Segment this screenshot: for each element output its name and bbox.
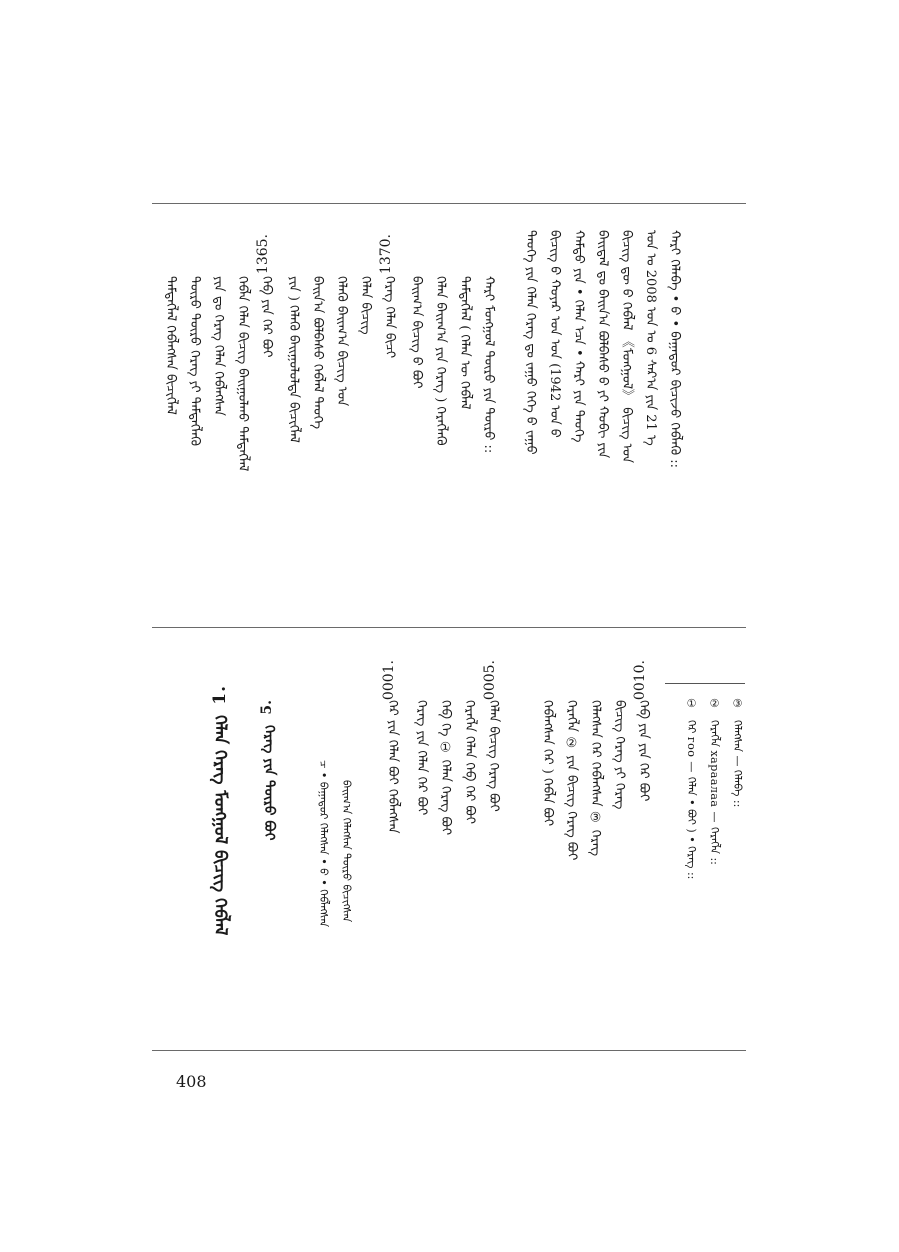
- subheading: ᠬᠡᠷᠡᠭ ᠶᠢᠨ ᠲᠦᠷᠦ ᠪᠤᠢ: [261, 725, 277, 841]
- mid-item-1-number: 1370.: [378, 234, 394, 275]
- mid-item-2-line-4: ᠲᠦᠷᠦ ᠲᠦᠷᠦ ᠬᠡᠷᠡᠭ ᠶᠢ ᠲᠡᠮᠳᠡᠭᠯᠡᠬᠦ: [187, 276, 202, 446]
- page-number: 408: [176, 1072, 207, 1091]
- mid-item-2-line-2: ᠬᠡᠪᠯᠡ ᠬᠡᠯᠡᠨ ᠪᠢᠴᠢᠭ ᠪᠠᠢᠭᠤᠯᠬᠤ ᠲᠡᠮᠳᠡᠭᠯᠡᠯ: [235, 276, 250, 472]
- bottom-item-0-line-1: ᠬᠡᠪ ᠶᠢᠨ ᠶᠢᠨ ᠬᠡᠷ ᠪᠤᠢ: [636, 700, 651, 802]
- bottom-rule: [152, 1050, 746, 1051]
- bottom-item-1-line-3: ᠬᠡᠪ ᠬᠡ ① ᠬᠡᠯᠡᠨ ᠬᠡᠷᠡᠭ ᠪᠤᠢ: [438, 700, 453, 836]
- author-line-2: ᠴ • ᠪᠠᠭᠠᠲᠤᠷ ᠬᠡᠯᠡᠭᠰᠡᠨ • ᠪ • ᠬᠡᠪᠯᠡᠭᠰᠡᠨ: [317, 760, 330, 928]
- note-line-4: ᠪᠠᠢᠳᠠᠯ ᠳᠤ ᠪᠠᠢᠨ᠎ᠠ ᠪᠣᠯᠪᠠᠰᠤ ᠪ ᠶᠢ ᠬᠤᠪᠢ ᠶᠢᠨ: [595, 230, 610, 459]
- bottom-item-1-line-1: ᠬᠡᠯᠡᠨ ᠪᠢᠴᠢᠭ ᠬᠡᠷᠡᠭ ᠪᠤᠢ: [486, 700, 501, 812]
- note-line-3: ᠪᠢᠴᠢᠭ ᠳᠦ ᠪ ᠬᠡᠪᠯᠡᠯ 《ᠮᠣᠩᠭᠣᠯ》 ᠪᠢᠴᠢᠭ ᠤᠨ: [619, 230, 634, 464]
- bottom-item-1-line-2: ᠬᠡᠷᠡᠭᠯᠡ ᠬᠡᠯᠡᠨ ᠬᠡᠪ ᠬᠡᠷ ᠪᠤᠢ: [462, 700, 477, 825]
- note-line-5: ᠬᠠᠮᠲᠤ ᠶᠢᠨ • ᠬᠡᠯᠡᠨ ᠡᠴᠡ • ᠬᠠᠷᠢ ᠶᠢᠨ ᠲᠡᠦᠬᠡ: [571, 230, 586, 443]
- footnote-mark-2: ②: [708, 697, 721, 711]
- subheading-number: 5.: [259, 700, 275, 715]
- bottom-item-0-line-4: ᠬᠡᠷᠡᠭᠯᠡ ② ᠶᠢᠨ ᠪᠢᠴᠢᠭ ᠬᠡᠷᠡᠭ ᠪᠤᠢ: [564, 700, 579, 861]
- bottom-item-0-line-5: ᠬᠡᠪᠯᠡᠭᠰᠡᠨ ᠬᠡᠷ ) ᠬᠡᠪᠯᠡ ᠪᠤᠢ: [540, 700, 555, 827]
- middle-rule: [152, 627, 746, 628]
- mid-item-1-line-3: ᠬᠡᠯᠡᠬᠦ ᠪᠠᠢᠭ᠎ᠠ ᠪᠢᠴᠢᠭ ᠤᠨ: [334, 276, 349, 407]
- note-line-7: ᠲᠡᠦᠬᠡ ᠶᠢᠨ ᠬᠡᠯᠡᠨ ᠬᠡᠷᠡᠭ ᠳᠤ ᠵᠠᠭᠤ ᠬᠡᠬᠡ ᠪ ᠵᠠᠭᠤ: [523, 230, 538, 455]
- mid-item-1-line-2: ᠬᠡᠯᠡᠨ ᠪᠢᠴᠢᠭ: [358, 276, 373, 335]
- footnote-3: ᠬᠡᠷ гоо — ᠬᠡᠯᠡᠨ • ᠪᠤᠢ ) • ᠬᠡᠷᠡᠭ ::: [685, 720, 698, 880]
- footnote-mark-3: ③: [731, 697, 744, 711]
- mid-item-2-number: 1365.: [255, 234, 271, 275]
- note-line-1: ᠬᠠᠷᠢ ᠬᠡᠯᠡᠪᠡ • ᠪ • ᠪᠠᠭᠠᠲᠤᠷ ᠪᠢᠴᠢᠵᠦ ᠬᠡᠪᠯᠡᠬᠦ ::: [667, 230, 682, 468]
- mid-item-2-line-3: ᠶᠢᠨ ᠳᠤ ᠬᠡᠷᠡᠭ ᠬᠡᠯᠡᠨ ᠬᠡᠪᠯᠡᠭᠰᠡᠨ: [211, 276, 226, 416]
- footnote-separator: [665, 683, 745, 684]
- author-line-1: ᠪᠠᠢᠭ᠎ᠠ ᠬᠡᠯᠡᠭᠰᠡᠨ ᠲᠦᠷᠦ ᠪᠢᠴᠢᠭᠰᠡᠨ: [340, 780, 353, 923]
- footnote-1: ᠬᠡᠯᠡᠭᠰᠡᠨ — ᠬᠡᠯᠡᠪᠡ ::: [731, 720, 744, 808]
- bottom-item-1-number: 0005.: [482, 660, 498, 701]
- bottom-item-2-number: 0001.: [381, 660, 397, 701]
- top-rule: [152, 203, 746, 204]
- mid-item-0-line-3: ᠬᠡᠯᠡᠨ ᠪᠠᠢᠭ᠎ᠠ ᠶᠢᠨ ᠬᠡᠷᠡᠭ ) ᠬᠡᠷᠡᠭᠯᠡᠬᠦ: [433, 276, 448, 446]
- bottom-item-0-line-2: ᠪᠢᠴᠢᠭ ᠬᠡᠷᠡᠭ ᠶᠢ ᠬᠡᠷᠡᠭ: [612, 700, 627, 810]
- note-line-6: ᠪᠢᠴᠢᠭ ᠪ ᠬᠣᠶᠠᠷ ᠤᠨ ᠣᠨ (1942 ᠣᠨ ᠪ: [547, 230, 562, 438]
- mid-item-0-line-2: ᠲᠡᠮᠳᠡᠭᠯᠡᠯ ( ᠬᠡᠯᠡᠨ ᠦ ᠬᠡᠪᠯᠡᠯ: [457, 276, 472, 410]
- mid-item-1-line-5: ᠶᠢᠨ ) ᠬᠡᠯᠡᠬᠦ ᠪᠠᠢᠭᠤᠯᠤᠯᠲᠠ ᠪᠢᠴᠢᠭᠯᠡᠯ: [286, 276, 301, 443]
- footnote-mark-1: ①: [685, 697, 698, 711]
- section-heading-number: 1.: [210, 685, 230, 705]
- mid-item-0-line-1: ᠬᠠᠷᠢ ᠮᠣᠩᠭᠣᠯ ᠲᠦᠷᠦ ᠶᠢᠨ ᠲᠦᠷᠦ ::: [481, 276, 496, 454]
- bottom-item-0-line-3: ᠬᠡᠯᠡᠭᠰᠡᠨ ᠬᠡᠷ ᠬᠡᠪᠯᠡᠭᠰᠡᠨ ③ ᠬᠡᠷᠡᠭ: [588, 700, 603, 857]
- mid-item-1-line-4: ᠪᠠᠢᠨ᠎ᠠ ᠪᠣᠯᠪᠠᠰᠤ ᠬᠡᠪᠯᠡᠯ ᠲᠡᠦᠬᠡ: [310, 276, 325, 430]
- mid-item-2-line-1: ᠬᠡᠪ ᠶᠢᠨ ᠬᠡᠷ ᠪᠤᠢ: [259, 276, 274, 358]
- bottom-item-2-line-1: ᠬᠡᠷ ᠶᠢᠨ ᠬᠡᠯᠡᠨ ᠪᠤᠢ ᠬᠡᠪᠯᠡᠭᠰᠡᠨ: [385, 700, 400, 834]
- mid-item-0-line-4: ᠪᠠᠢᠭ᠎ᠠ ᠪᠢᠴᠢᠭ ᠪ ᠪᠤᠢ: [409, 276, 424, 389]
- mid-item-2-line-5: ᠲᠡᠮᠳᠡᠭᠯᠡᠯ ᠬᠡᠪᠯᠡᠭᠰᠡᠨ ᠪᠢᠴᠢᠭᠯᠡᠯ: [163, 276, 178, 415]
- bottom-item-1-line-4: ᠬᠡᠷᠡᠭ ᠶᠢᠨ ᠬᠡᠯᠡᠨ ᠬᠡᠷ ᠪᠤᠢ: [414, 700, 429, 816]
- section-heading: ᠬᠡᠯᠡᠨ ᠬᠡᠷᠡᠭ ᠮᠣᠩᠭᠣᠯ ᠪᠢᠴᠢᠭ ᠬᠡᠪᠯᠡᠯ: [210, 715, 230, 936]
- footnote-2: ᠬᠡᠷᠡᠭᠯᠡ xapaалаа — ᠬᠡᠷᠡᠭᠯᠡ ::: [708, 720, 721, 865]
- mid-item-1-line-1: ᠬᠡᠷᠡᠭ ᠬᠡᠯᠡᠨ ᠪᠢᠴᠢ: [382, 276, 397, 359]
- note-line-2: ᠣᠨ ᠤ 2008 ᠣᠨ ᠤ 6 ᠰᠠᠷ᠎ᠠ ᠶᠢᠨ 21 ᠡ: [643, 230, 658, 446]
- bottom-item-0-number: 0010.: [632, 660, 648, 701]
